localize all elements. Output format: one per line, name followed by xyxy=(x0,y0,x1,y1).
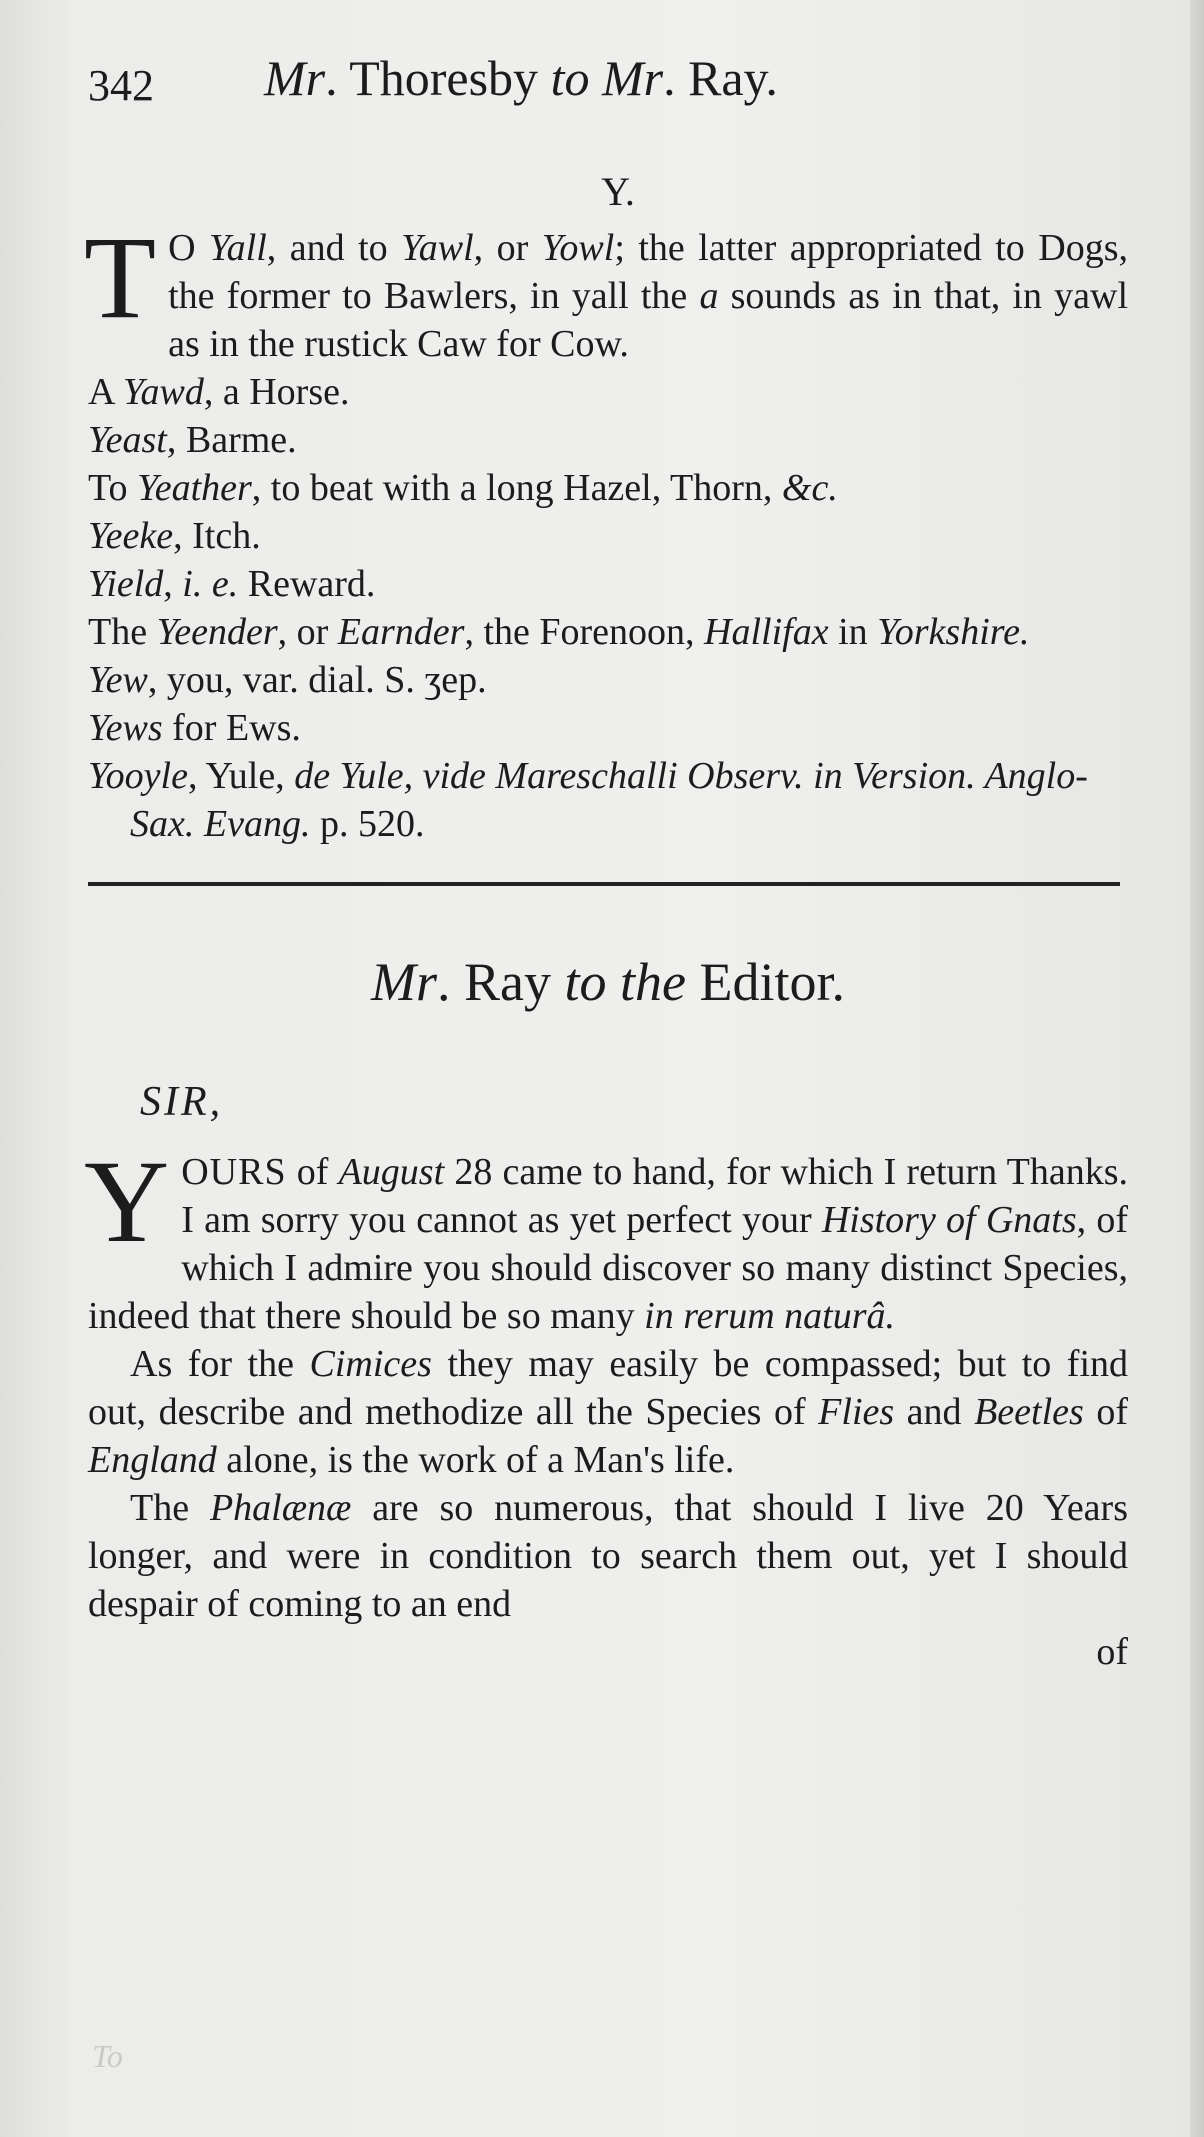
text-run: are so numerous, that should I live 20 Years longer, and were in condition to search them out, yet I should despair of coming to an end xyxy=(88,1487,1128,1625)
letter-salutation: SIR, xyxy=(140,1079,224,1125)
head-part: to xyxy=(550,50,590,106)
text-run: To xyxy=(88,467,138,509)
text-run: Phalænæ xyxy=(209,1487,352,1529)
text-run: , you, var. dial. S. ʒep. xyxy=(147,659,487,701)
text-run: , Yule, xyxy=(187,755,295,797)
text-run: i. e. xyxy=(182,563,239,605)
text-run: , Itch. xyxy=(173,515,261,557)
glossary-entry xyxy=(88,512,1128,560)
letter-title xyxy=(88,952,1128,1022)
drop-cap: T xyxy=(84,212,157,343)
text-run: History of Gnats xyxy=(821,1199,1077,1241)
text-run: , to beat with a long Hazel, Thorn, xyxy=(251,467,782,509)
text-run: and xyxy=(894,1391,975,1433)
opening-word: OURS xyxy=(181,1151,287,1193)
text-run: sounds as in that, in yawl as in the rustick Caw for Cow. xyxy=(168,275,1128,365)
text-run: ; the latter appropriated to Dogs, the former to Bawlers, in yall the xyxy=(168,227,1129,317)
glossary-entry xyxy=(88,608,1128,656)
text-run: Yeather xyxy=(137,467,252,509)
text-run: Reward. xyxy=(238,563,376,605)
text-run: , or xyxy=(277,611,338,653)
glossary-entry xyxy=(88,464,1128,512)
text-run: Yeender xyxy=(156,611,278,653)
text-run: de Yule, vide Mareschalli Observ. in Version. Anglo-Sax. Evang. xyxy=(130,755,1088,845)
text-run: of xyxy=(286,1151,339,1193)
glossary-entry xyxy=(88,368,1128,416)
head-part: Mr xyxy=(264,50,326,106)
letter-first-paragraph xyxy=(84,1136,1128,1340)
text-run: , xyxy=(163,563,183,605)
page-number: 342 xyxy=(88,61,154,110)
text-run: Yeeke xyxy=(88,515,174,557)
letter-paragraph xyxy=(88,1484,1128,1628)
text-run: for Ews. xyxy=(162,707,301,749)
text-run: Yawl xyxy=(401,227,474,269)
text-run: , of which I admire you should discover so many distinct Species, indeed that there should be so many xyxy=(88,1199,1128,1337)
text-run: , or xyxy=(473,227,542,269)
head-part: . Ray. xyxy=(663,50,778,106)
running-head xyxy=(88,40,1128,120)
head-part: . Thoresby xyxy=(325,50,551,106)
glossary-first-entry xyxy=(84,212,1129,368)
text-run: Yall xyxy=(209,227,267,269)
text-run: Hallifax xyxy=(704,611,829,653)
text-run: Yawd xyxy=(122,371,204,413)
glossary-entry xyxy=(88,656,1128,704)
text-run: in xyxy=(828,611,878,653)
head-part: Mr xyxy=(601,50,664,106)
text-run: , a Horse. xyxy=(203,371,350,413)
text-run: The xyxy=(88,611,157,653)
text-run: a xyxy=(699,275,719,317)
text-run: Yeast xyxy=(88,419,167,461)
text-run: 28 came to hand, for which I return Thanks. I am sorry you cannot as yet perfect your xyxy=(181,1151,1128,1241)
text-run: Yooyle xyxy=(88,755,188,797)
title-part: Mr xyxy=(371,952,437,1012)
text-run: they may easily be compassed; but to find out, describe and methodize all the Species of xyxy=(88,1343,1128,1433)
text-run: of xyxy=(1083,1391,1128,1433)
title-part: Editor. xyxy=(685,952,845,1012)
text-run: Earnder xyxy=(337,611,465,653)
glossary-entries xyxy=(88,368,1128,848)
page-text-block xyxy=(84,40,1129,1676)
text-run: Yorkshire. xyxy=(877,611,1030,653)
letter-paragraphs xyxy=(88,1340,1128,1628)
text-run: , the Forenoon, xyxy=(464,611,705,653)
text-run: Beetles xyxy=(974,1391,1084,1433)
glossary-entry xyxy=(88,752,1128,848)
text-run: A xyxy=(88,371,123,413)
title-part: . Ray xyxy=(437,952,565,1012)
text-run: , Barme. xyxy=(166,419,297,461)
page-edge-shadow xyxy=(1190,0,1204,2137)
text-run: &c. xyxy=(781,467,838,509)
glossary-entry xyxy=(88,704,1128,752)
text-run: Yowl xyxy=(541,227,615,269)
letter-paragraph xyxy=(88,1340,1128,1484)
text-run: England xyxy=(88,1439,217,1481)
text-run: Cimices xyxy=(309,1343,432,1385)
text-run: Flies xyxy=(818,1391,895,1433)
text-run: p. 520. xyxy=(310,803,425,845)
text-run: Yews xyxy=(88,707,163,749)
glossary-entry xyxy=(88,416,1128,464)
text-run: O xyxy=(168,227,210,269)
text-run: Yew xyxy=(88,659,148,701)
drop-cap: Y xyxy=(84,1136,170,1267)
text-run: August xyxy=(338,1151,445,1193)
text-run: As for the xyxy=(130,1343,310,1385)
head-part xyxy=(589,50,602,106)
section-divider-rule xyxy=(88,882,1120,886)
running-head-title xyxy=(264,50,778,106)
text-run: Yield xyxy=(88,563,164,605)
text-run: in rerum naturâ. xyxy=(644,1295,896,1337)
catchword: of xyxy=(1096,1631,1128,1673)
text-run: The xyxy=(130,1487,210,1529)
text-run: alone, is the work of a Man's life. xyxy=(216,1439,735,1481)
section-letter: Y. xyxy=(601,169,635,214)
title-part: to the xyxy=(564,952,686,1012)
text-run: , and to xyxy=(266,227,402,269)
glossary-entry xyxy=(88,560,1128,608)
show-through-mark: To xyxy=(92,2038,123,2074)
